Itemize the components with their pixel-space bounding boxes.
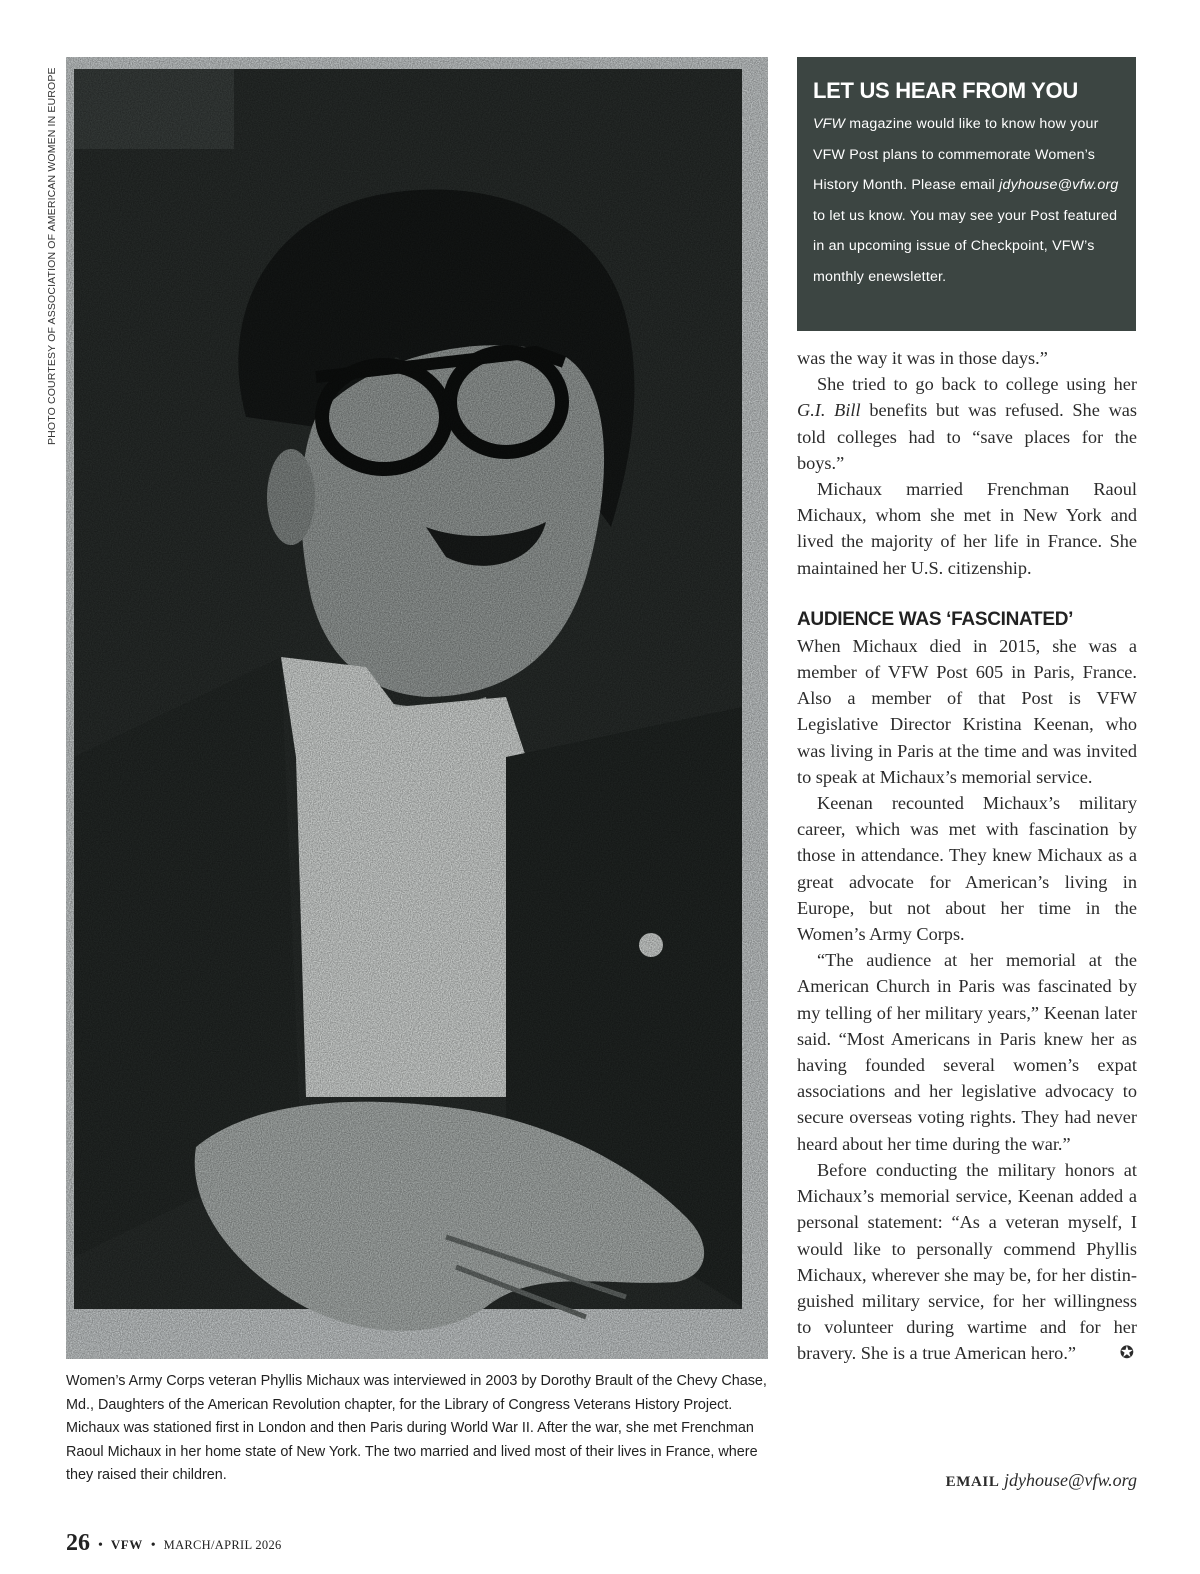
sidebar-email[interactable]: jdyhouse@vfw.org [999, 177, 1119, 194]
bullet-separator: • [98, 1538, 103, 1553]
photo-credit: PHOTO COURTESY OF ASSOCIATION OF AMERICAN WOMEN IN EUROPE [46, 67, 58, 445]
article-paragraph: When Michaux died in 2015, she was a member of VFW Post 605 in Paris, France. Also a member of that Post is VFW Legislative Director Kristina Keenan, who was living in Paris at the time and was invited to speak at Michaux’s memorial service. [797, 635, 1137, 787]
author-email-line [797, 1470, 1137, 1491]
page-folio [66, 1530, 282, 1557]
gi-bill: G.I. Bill [797, 400, 861, 421]
article-paragraph: “The audience at her memorial at the American Church in Paris was fascinated by my telling of her military years,” Keenan later said. “Most Americans in Paris knew her as having founded several women’s expat associations and her legislative advocacy to secure overseas voting rights. They had never heard about her time during the war.” [797, 950, 1137, 1154]
bullet-separator: • [150, 1538, 156, 1553]
magazine-name: VFW [110, 1537, 143, 1552]
page-number: 26 [66, 1530, 90, 1556]
magazine-name-italic: VFW [813, 116, 846, 132]
article-paragraph: was the way it was in those days.” [797, 348, 1048, 368]
photo-caption: Women’s Army Corps veteran Phyllis Michaux was interviewed in 2003 by Dorothy Brault of the Chevy Chase, Md., Daughters of the American Revolution chapter, for the Library of Congress Veterans History Project. Michaux was stationed first in London and then Paris during World War II. After the war, she met Frenchman Raoul Michaux in her home state of New York. The two married and lived most of their lives in France, where they raised their children. [66, 1373, 767, 1484]
author-email[interactable]: jdyhouse@vfw.org [1003, 1470, 1137, 1490]
article-paragraph: Keenan recounted Michaux’s military career, which was met with fascination by those in attendance. They knew Michaux as a great advocate for American’s living in Europe, but not about her time in the Women’s Army Corps. [797, 793, 1137, 945]
article-column [797, 345, 1137, 1367]
article-paragraph: Before conducting the military honors at Michaux’s memorial service, Keenan added a personal statement: “As a veteran myself, I would like to personally commend Phyllis Michaux, wherever she may be, for her distinguished military service, for her willingness to volunteer during wartime and for her bravery. She is a true American hero.” ✪ [797, 1157, 1137, 1367]
sidebar-text: VFW magazine would like to know how your VFW Post plans to commemorate Women’s History Month. Please email jdyhouse@vfw.org to let us know. You may see your Post featured in an upcoming issue of Checkpoint, VFW’s monthly enewsletter. [813, 116, 1119, 285]
sidebar-title: LET US HEAR FROM YOU [813, 78, 1078, 103]
section-heading: AUDIENCE WAS ‘FASCINATED’ [797, 608, 1074, 630]
photo-illustration [66, 57, 768, 1359]
issue-date: MARCH/APRIL 2026 [163, 1538, 282, 1552]
sidebar-box [797, 57, 1136, 331]
article-paragraph: She tried to go back to college using her G.I. Bill benefits but was refused. She was told colleges had to “save places for the boys.” [797, 374, 1137, 473]
end-mark-star-icon: ✪ [1119, 1343, 1134, 1364]
article-paragraph: Michaux married Frenchman Raoul Michaux, whom she met in New York and lived the majority of her life in France. She maintained her U.S. citizenship. [797, 479, 1137, 578]
email-label: EMAIL [945, 1474, 1000, 1490]
archival-photo [66, 57, 768, 1359]
